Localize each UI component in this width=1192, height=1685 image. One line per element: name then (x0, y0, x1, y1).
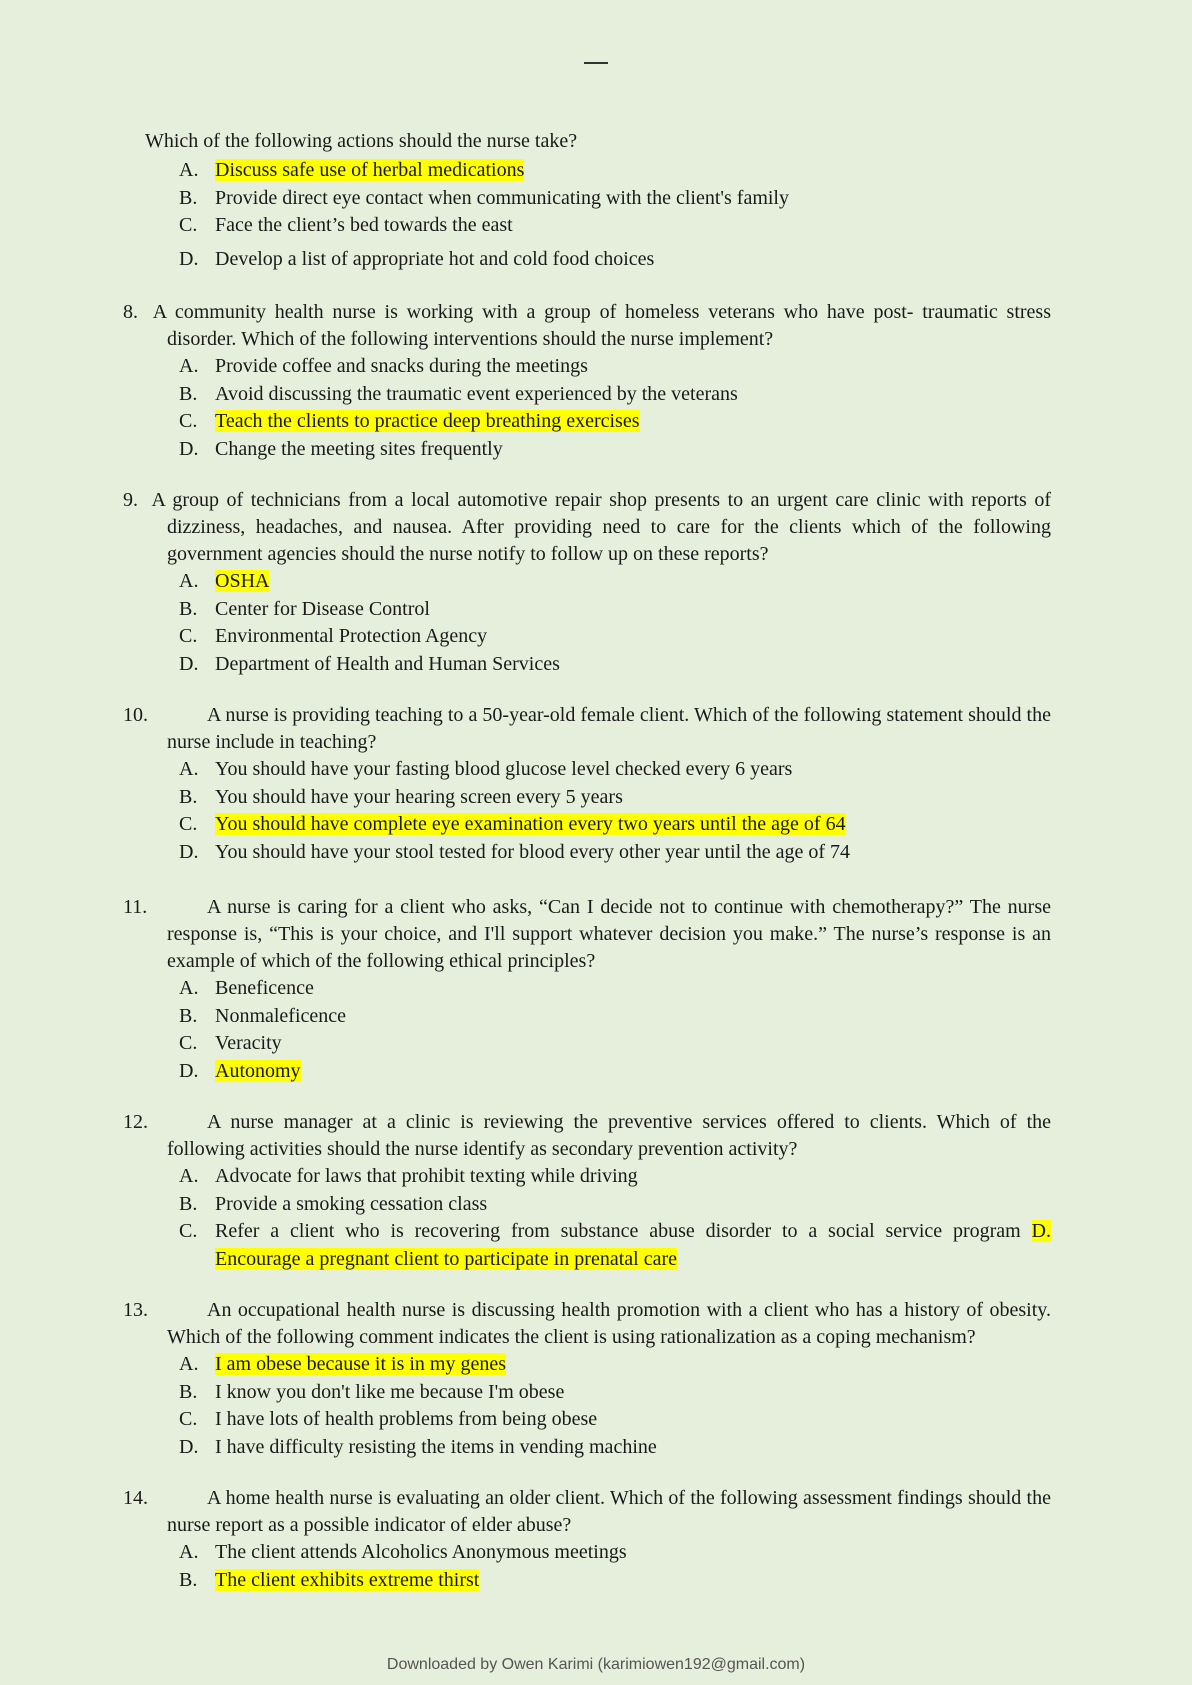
option-a: A. You should have your fasting blood glucose level checked every 6 years (179, 758, 793, 780)
option-a: A. Beneficence (179, 977, 314, 999)
highlighted-answer: Teach the clients to practice deep breathing exercises (215, 410, 640, 432)
option-c: C. Face the client’s bed towards the east (179, 214, 513, 236)
option-b: B. Center for Disease Control (179, 597, 430, 620)
question-8 (123, 299, 1052, 463)
question-number: 13. (123, 1299, 148, 1321)
question-11 (123, 894, 1051, 1085)
highlighted-answer: You should have complete eye examination every two years until the age of 64 (215, 813, 846, 835)
question-stem: 10. A nurse is providing teaching to a 50-year-old female client. Which of the following statement should the nurse include in teaching? (123, 704, 1051, 753)
option-c: C. Environmental Protection Agency (179, 625, 488, 647)
option-a: A. Discuss safe use of herbal medications (179, 159, 525, 181)
option-c: C. Refer a client who is recovering from substance abuse disorder to a social service program D. Encourage a pregnant client to participate in prenatal care (179, 1220, 1051, 1270)
option-b: B. Avoid discussing the traumatic event experienced by the veterans (179, 382, 738, 405)
highlighted-answer: OSHA (215, 570, 270, 592)
option-b: B. Provide direct eye contact when communicating with the client's family (179, 186, 789, 209)
option-list (145, 1163, 1051, 1273)
option-list (145, 157, 1051, 273)
question-stem: 14. A home health nurse is evaluating an older client. Which of the following assessment findings should the nurse report as a possible indicator of elder abuse? (123, 1487, 1051, 1536)
highlighted-answer: D. Encourage a pregnant client to participate in prenatal care (215, 1220, 1051, 1270)
question-13 (123, 1297, 1051, 1461)
highlighted-answer: Autonomy (215, 1059, 301, 1082)
option-c: C. Teach the clients to practice deep breathing exercises (179, 410, 640, 432)
option-d: D. Change the meeting sites frequently (179, 437, 503, 460)
option-a: A. Provide coffee and snacks during the meetings (179, 355, 588, 377)
option-d: D. Develop a list of appropriate hot and cold food choices (179, 247, 655, 270)
highlighted-answer: The client exhibits extreme thirst (215, 1568, 480, 1591)
question-number: 11. (123, 896, 148, 918)
question-stem: 8. A community health nurse is working with a group of homeless veterans who have post- traumatic stress disorder. Which of the following interventions should the nurse implement? (123, 301, 1052, 350)
option-list (145, 1351, 1051, 1461)
option-list (145, 568, 1051, 678)
question-14 (123, 1485, 1051, 1594)
question-stem: 9. A group of technicians from a local automotive repair shop presents to an urgent care clinic with reports of dizziness, headaches, and nausea. After providing need to care for the clients which of the following government agencies should the nurse notify to follow up on these reports? (123, 489, 1052, 565)
question-stem: 12. A nurse manager at a clinic is reviewing the preventive services offered to clients. Which of the following activities should the nurse identify as secondary prevention activity? (123, 1111, 1051, 1160)
option-d: D. I have difficulty resisting the items in vending machine (179, 1435, 657, 1458)
question-number: 10. (123, 704, 148, 726)
question-number: 14. (123, 1487, 148, 1509)
question-stem: Which of the following actions should the nurse take? (145, 130, 578, 152)
option-a: A. I am obese because it is in my genes (179, 1353, 507, 1375)
option-list (145, 975, 1051, 1085)
option-list (145, 353, 1051, 463)
option-b: B. Nonmaleficence (179, 1004, 347, 1027)
question-9 (123, 487, 1052, 678)
question-stem: 13. An occupational health nurse is discussing health promotion with a client who has a history of obesity. Which of the following comment indicates the client is using rationalization as a coping mechanism? (123, 1299, 1051, 1348)
question-10 (123, 702, 1051, 866)
option-d: D. Department of Health and Human Services (179, 652, 560, 675)
option-c: C. Veracity (179, 1032, 282, 1054)
option-list (145, 756, 1051, 866)
question-stem: 11. A nurse is caring for a client who asks, “Can I decide not to continue with chemotherapy?” The nurse response is, “This is your choice, and I'll support whatever decision you make.” The nurse’s response is an example of which of the following ethical principles? (123, 896, 1051, 972)
option-c: C. I have lots of health problems from being obese (179, 1408, 598, 1430)
option-d: D. Autonomy (179, 1059, 301, 1082)
option-b: B. You should have your hearing screen every 5 years (179, 785, 623, 808)
question-number: 12. (123, 1111, 148, 1133)
option-b: B. I know you don't like me because I'm obese (179, 1380, 565, 1403)
document-content (123, 128, 1052, 1594)
question-7 (145, 128, 1051, 273)
option-a: A. OSHA (179, 570, 270, 592)
option-d: D. You should have your stool tested for blood every other year until the age of 74 (179, 840, 851, 863)
download-footer: Downloaded by Owen Karimi (karimiowen192@gmail.com) (386, 1656, 806, 1673)
option-b: B. Provide a smoking cessation class (179, 1192, 488, 1215)
option-b: B. The client exhibits extreme thirst (179, 1568, 480, 1591)
question-12 (123, 1109, 1051, 1273)
option-a: A. Advocate for laws that prohibit texting while driving (179, 1165, 638, 1187)
option-list (145, 1539, 1051, 1594)
option-a: A. The client attends Alcoholics Anonymous meetings (179, 1541, 627, 1563)
option-c: C. You should have complete eye examination every two years until the age of 64 (179, 813, 846, 835)
highlighted-answer: I am obese because it is in my genes (215, 1353, 507, 1375)
highlighted-answer: Discuss safe use of herbal medications (215, 159, 525, 181)
header-mark (584, 62, 608, 64)
